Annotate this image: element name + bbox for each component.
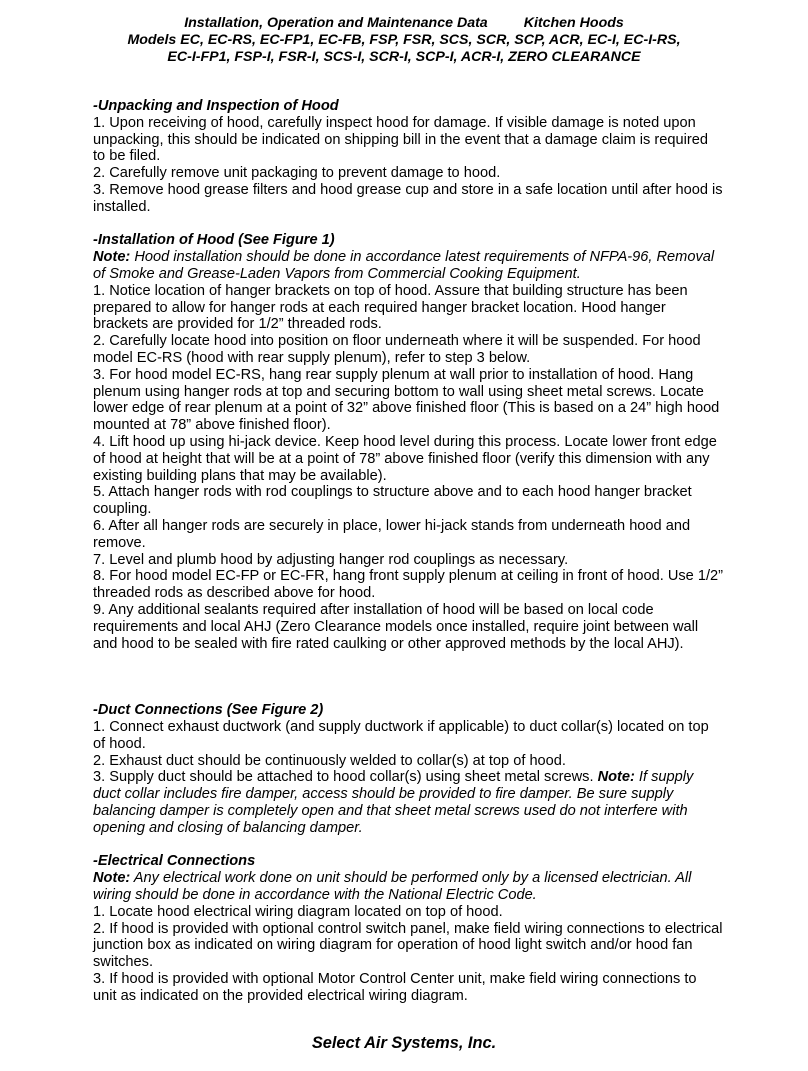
electrical-step-2: 2. If hood is provided with optional control switch panel, make field wiring connections to electrical junction box as indicated on wiring diagram for operation of hood light switch and/or hood fan switches.	[93, 920, 723, 971]
unpacking-step-1: 1. Upon receiving of hood, carefully inspect hood for damage. If visible damage is noted upon unpacking, this should be indicated on shipping bill in the event that a damage claim is required to be filed.	[93, 114, 708, 165]
document-header	[0, 15, 808, 67]
installation-step-4: 4. Lift hood up using hi-jack device. Keep hood level during this process. Locate lower front edge of hood at height that will be at a point of 78” above finished floor (verify this dimension with any existing building plans that may be available).	[93, 433, 717, 484]
installation-step-7: 7. Level and plumb hood by adjusting hanger rod couplings as necessary.	[93, 551, 569, 568]
duct-step-2: 2. Exhaust duct should be continuously welded to collar(s) at top of hood.	[93, 752, 566, 769]
installation-note	[93, 249, 723, 283]
section-title-installation: -Installation of Hood (See Figure 1)	[93, 232, 335, 249]
installation-step-5: 5. Attach hanger rods with rod couplings to structure above and to each hood hanger bracket coupling.	[93, 484, 692, 518]
section-electrical-connections	[93, 853, 723, 1004]
section-installation	[93, 232, 723, 652]
header-product: Kitchen Hoods	[523, 15, 624, 31]
electrical-note	[93, 870, 723, 904]
installation-step-6: 6. After all hanger rods are securely in place, lower hi-jack stands from underneath hood and remove.	[93, 517, 691, 551]
installation-step-8: 8. For hood model EC-FP or EC-FR, hang front supply plenum at ceiling in front of hood. Use 1/2” threaded rods as described above for hood.	[93, 568, 724, 602]
note-text: Hood installation should be done in accordance latest requirements of NFPA-96, Removal of Smoke and Grease-Laden Vapors from Commercial Cooking Equipment.	[93, 249, 715, 282]
section-title-electrical: -Electrical Connections	[93, 853, 256, 870]
duct-step-3	[93, 769, 723, 836]
installation-step-3: 3. For hood model EC-RS, hang rear supply plenum at wall prior to installation of hood. Hang plenum using hanger rods at top and securing bottom to wall using sheet metal screws. Locate lower edge of rear plenum at a point of 32” above finished floor (This is based on a 24” high hood mounted at 78” above finished floor).	[93, 366, 720, 434]
header-document-type: Installation, Operation and Maintenance Data	[184, 15, 488, 31]
note-label: Note:	[93, 870, 131, 887]
installation-step-1: 1. Notice location of hanger brackets on top of hood. Assure that building structure has been prepared to allow for hanger rods at each required hanger bracket location. Hood hanger brackets are provided for 1/2” threaded rods.	[93, 282, 688, 333]
header-models-line-1: Models EC, EC-RS, EC-FP1, EC-FB, FSP, FSR, SCS, SCR, SCP, ACR, EC-I, EC-I-RS,	[127, 32, 681, 49]
document-body	[93, 98, 723, 1005]
header-line-1	[0, 15, 808, 32]
footer-company-name: Select Air Systems, Inc.	[311, 1034, 497, 1052]
note-text: Any electrical work done on unit should be performed only by a licensed electrician. All wiring should be done in accordance with the National Electric Code.	[93, 870, 692, 904]
duct-step-1: 1. Connect exhaust ductwork (and supply ductwork if applicable) to duct collar(s) located on top of hood.	[93, 719, 709, 752]
section-duct-connections	[93, 702, 723, 836]
electrical-step-1: 1. Locate hood electrical wiring diagram located on top of hood.	[93, 903, 503, 920]
note-text: If supply duct collar includes fire damper, access should be provided to fire damper. Be sure supply balancing damper is completely open and that sheet metal screws used do not interfere with opening and closing of balancing damper.	[93, 769, 694, 836]
installation-step-2: 2. Carefully locate hood into position on floor underneath where it will be suspended. For hood model EC-RS (hood with rear supply plenum), refer to step 3 below.	[93, 333, 701, 366]
electrical-step-3: 3. If hood is provided with optional Motor Control Center unit, make field wiring connections to unit as indicated on the provided electrical wiring diagram.	[93, 971, 697, 1004]
unpacking-step-2: 2. Carefully remove unit packaging to prevent damage to hood.	[93, 165, 501, 182]
note-label: Note:	[597, 769, 635, 786]
section-title-duct: -Duct Connections (See Figure 2)	[93, 702, 324, 719]
unpacking-step-3: 3. Remove hood grease filters and hood grease cup and store in a safe location until after hood is installed.	[93, 181, 723, 215]
header-models-line-2: EC-I-FP1, FSP-I, FSR-I, SCS-I, SCR-I, SCP-I, ACR-I, ZERO CLEARANCE	[167, 49, 641, 66]
note-label: Note:	[93, 249, 131, 266]
section-title-unpacking: -Unpacking and Inspection of Hood	[93, 98, 339, 114]
section-unpacking	[93, 98, 723, 216]
installation-step-9: 9. Any additional sealants required after installation of hood will be based on local code requirements and local AHJ (Zero Clearance models once installed, require joint between wall and hood to be sealed with fire rated caulking or other approved methods by the local AHJ).	[93, 601, 699, 652]
duct-step-3-text: 3. Supply duct should be attached to hood collar(s) using sheet metal screws.	[93, 769, 598, 786]
